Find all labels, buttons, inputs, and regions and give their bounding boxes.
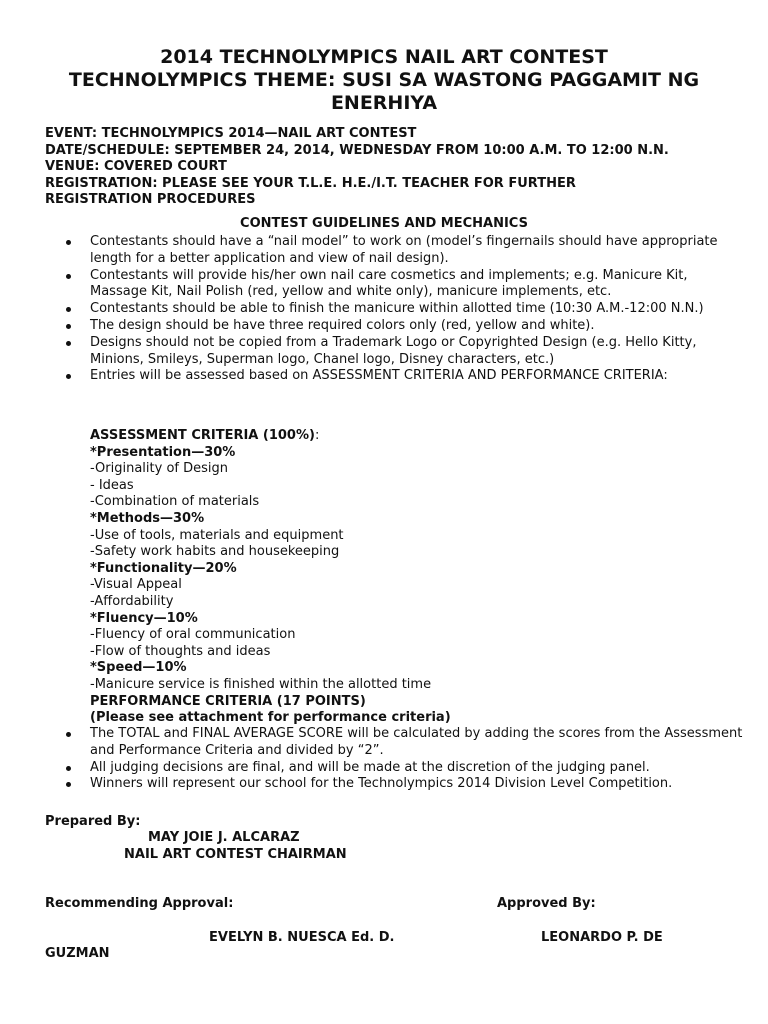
guidelines-list [64, 234, 744, 385]
recommending-name: EVELYN B. NUESCA Ed. D. [209, 930, 395, 945]
closing-text: All judging decisions are final, and will be made at the discretion of the judging panel. [90, 759, 650, 775]
list-item [64, 776, 744, 793]
criteria-section [90, 428, 730, 727]
bullet-icon [66, 766, 71, 771]
bullet-icon [66, 274, 71, 279]
registration-line-1: REGISTRATION: PLEASE SEE YOUR T.L.E. H.E./I.T. TEACHER FOR FURTHER [45, 175, 576, 191]
guideline-text: Designs should not be copied from a Trademark Logo or Copyrighted Design (e.g. Hello Kitty, Minions, Smileys, Superman logo, Chanel logo, Disney characters, etc.) [90, 334, 697, 367]
event-details [45, 126, 745, 209]
criteria-item: -Affordability [90, 593, 174, 609]
assessment-heading-colon: : [314, 428, 320, 443]
document-title [40, 46, 728, 115]
methods-heading: *Methods—30% [90, 510, 205, 526]
guideline-text: Contestants will provide his/her own nail care cosmetics and implements; e.g. Manicure Kit, Massage Kit, Nail Polish (red, yellow and white only), manicure implements, etc. [90, 267, 688, 300]
fluency-heading: *Fluency—10% [90, 610, 198, 626]
presentation-heading: *Presentation—30% [90, 444, 236, 460]
criteria-item: -Fluency of oral communication [90, 627, 296, 643]
title-line-2: TECHNOLYMPICS THEME: SUSI SA WASTONG PAGGAMIT NG [68, 69, 700, 91]
list-item [64, 726, 744, 760]
bullet-icon [66, 341, 71, 346]
criteria-item: -Visual Appeal [90, 577, 182, 593]
bullet-icon [66, 240, 71, 245]
guideline-text: Contestants should be able to finish the manicure within allotted time (10:30 A.M.-12:00 N.N.) [90, 301, 704, 317]
schedule-line: DATE/SCHEDULE: SEPTEMBER 24, 2014, WEDNESDAY FROM 10:00 A.M. TO 12:00 N.N. [45, 142, 669, 158]
approved-by-label: Approved By: [497, 896, 596, 911]
criteria-item: -Originality of Design [90, 461, 229, 477]
list-item [64, 318, 744, 335]
criteria-item: -Manicure service is finished within the allotted time [90, 676, 432, 692]
criteria-item: -Flow of thoughts and ideas [90, 643, 271, 659]
criteria-item: -Use of tools, materials and equipment [90, 527, 344, 543]
bullet-icon [66, 782, 71, 787]
list-item [64, 335, 744, 369]
performance-note: (Please see attachment for performance criteria) [90, 710, 451, 726]
guidelines-heading: CONTEST GUIDELINES AND MECHANICS [240, 216, 528, 231]
guideline-text: Entries will be assessed based on ASSESSMENT CRITERIA AND PERFORMANCE CRITERIA: [90, 368, 668, 384]
venue-line: VENUE: COVERED COURT [45, 159, 227, 174]
list-item [64, 760, 744, 777]
event-line: EVENT: TECHNOLYMPICS 2014—NAIL ART CONTEST [45, 126, 417, 141]
closing-text: The TOTAL and FINAL AVERAGE SCORE will be calculated by adding the scores from the Assessment and Performance Criteria and divided by “2”. [90, 726, 743, 758]
criteria-item: -Safety work habits and housekeeping [90, 544, 340, 560]
bullet-icon [66, 374, 71, 379]
title-line-1: 2014 TECHNOLYMPICS NAIL ART CONTEST [160, 46, 608, 68]
bullet-icon [66, 732, 71, 737]
prepared-by-name: MAY JOIE J. ALCARAZ [148, 830, 300, 845]
prepared-by-label: Prepared By: [45, 814, 141, 829]
bullet-icon [66, 324, 71, 329]
criteria-item: -Combination of materials [90, 494, 260, 510]
functionality-heading: *Functionality—20% [90, 560, 237, 576]
recommending-approval-label: Recommending Approval: [45, 896, 234, 911]
list-item [64, 268, 744, 302]
list-item [64, 234, 744, 268]
title-line-3: ENERHIYA [330, 92, 438, 114]
assessment-heading-row [90, 428, 730, 445]
guideline-text: The design should be have three required colors only (red, yellow and white). [90, 317, 595, 333]
list-item [64, 301, 744, 318]
speed-heading: *Speed—10% [90, 660, 187, 676]
performance-heading: PERFORMANCE CRITERIA (17 POINTS) [90, 693, 366, 709]
criteria-item: - Ideas [90, 477, 134, 493]
closing-list [64, 726, 744, 793]
registration-line-2: REGISTRATION PROCEDURES [45, 192, 256, 207]
guideline-text: Contestants should have a “nail model” to work on (model’s fingernails should have appropriate length for a better application and view of nail design). [90, 234, 718, 266]
list-item [64, 368, 744, 385]
prepared-by-title: NAIL ART CONTEST CHAIRMAN [124, 847, 347, 862]
approved-name-line-1: LEONARDO P. DE [541, 930, 663, 945]
assessment-heading: ASSESSMENT CRITERIA (100%) [90, 428, 315, 443]
bullet-icon [66, 307, 71, 312]
closing-text: Winners will represent our school for the Technolympics 2014 Division Level Competition. [90, 776, 673, 792]
approved-name-line-2: GUZMAN [45, 946, 110, 961]
